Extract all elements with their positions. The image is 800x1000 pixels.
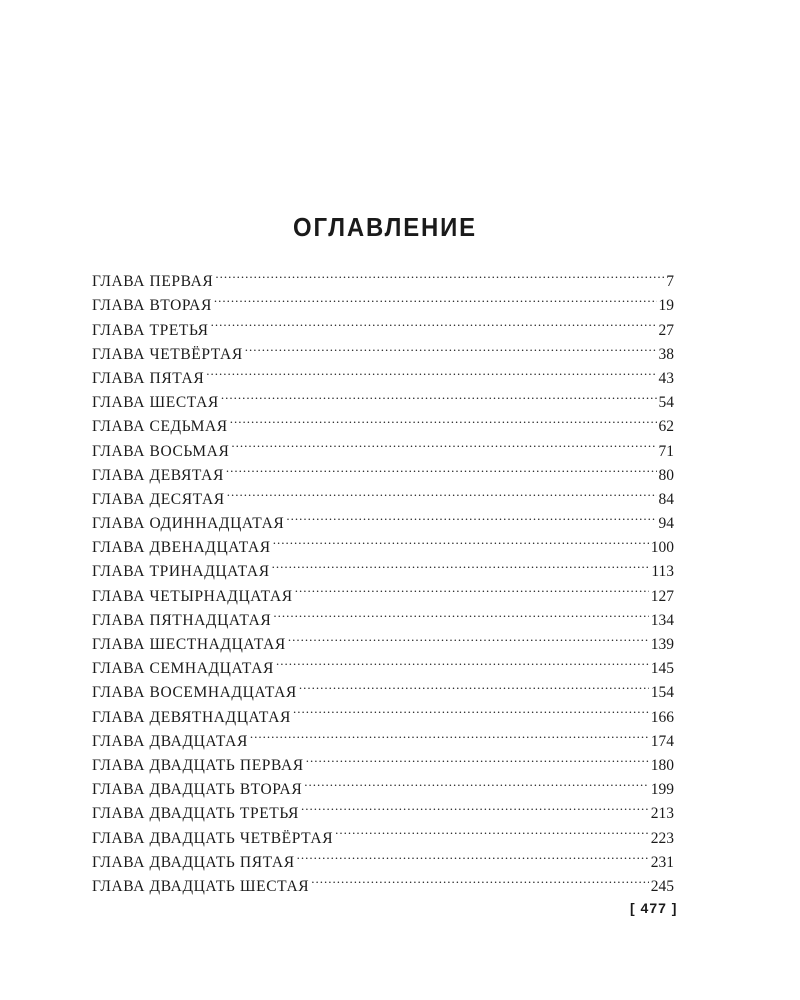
toc-leader-dots <box>272 552 650 576</box>
toc-leader-dots <box>288 625 649 649</box>
toc-leader-dots <box>211 310 657 334</box>
toc-leader-dots <box>273 528 649 552</box>
toc-leader-dots <box>299 673 649 697</box>
toc-entry-label: ГЛАВА ДВЕНАДЦАТАЯ <box>92 539 271 557</box>
toc-entry-page: 139 <box>650 636 674 653</box>
toc-entry-label: ГЛАВА ДВАДЦАТЬ ЧЕТВЁРТАЯ <box>92 829 334 847</box>
toc-entry-page: 27 <box>658 321 674 339</box>
toc-leader-dots <box>215 262 664 286</box>
toc-entry-page: 134 <box>650 611 674 629</box>
page-title: ОГЛАВЛЕНИЕ <box>293 212 477 242</box>
toc-leader-dots <box>231 431 656 455</box>
toc-entry-label: ГЛАВА ДВАДЦАТЬ ШЕСТАЯ <box>92 877 310 895</box>
toc-entry-page: 94 <box>658 515 674 533</box>
toc-leader-dots <box>230 407 657 431</box>
toc-entry-page: 180 <box>650 756 674 774</box>
toc-leader-dots <box>293 697 649 721</box>
toc-entry-page: 223 <box>650 829 674 847</box>
toc-entry-label: ГЛАВА ОДИННАДЦАТАЯ <box>92 515 285 533</box>
toc-entry-page: 174 <box>650 732 674 750</box>
toc-entry-label: ГЛАВА ДВАДЦАТЬ ПЯТАЯ <box>92 853 295 871</box>
toc-entry-page: 43 <box>658 369 674 387</box>
toc-entry-label: ГЛАВА ЧЕТЫРНАДЦАТАЯ <box>92 587 293 605</box>
toc-leader-dots <box>221 383 657 407</box>
toc-entry-label: ГЛАВА ПЯТНАДЦАТАЯ <box>92 611 272 629</box>
toc-entry-page: 199 <box>650 781 674 799</box>
toc-entry-page: 80 <box>658 466 674 484</box>
toc-leader-dots <box>301 794 649 818</box>
table-of-contents <box>92 262 674 895</box>
toc-leader-dots <box>311 867 649 891</box>
toc-entry-page: 145 <box>650 660 674 678</box>
toc-entry-label: ГЛАВА ДВАДЦАТАЯ <box>92 732 248 750</box>
toc-leader-dots <box>273 601 648 625</box>
toc-entry-page: 71 <box>658 442 674 460</box>
toc-entry-label: ГЛАВА ДЕВЯТАЯ <box>92 466 224 484</box>
toc-leader-dots <box>227 480 657 504</box>
toc-entry-label: ГЛАВА ДВАДЦАТЬ ПЕРВАЯ <box>92 756 304 774</box>
toc-entry-page: 113 <box>651 563 674 581</box>
toc-leader-dots <box>304 770 648 794</box>
toc-entry-page: 54 <box>658 394 674 412</box>
toc-entry-page: 38 <box>658 345 674 363</box>
toc-leader-dots <box>335 818 649 842</box>
toc-entry-label: ГЛАВА ДВАДЦАТЬ ВТОРАЯ <box>92 781 303 799</box>
toc-entry-label: ГЛАВА ЧЕТВЁРТАЯ <box>92 345 243 363</box>
toc-leader-dots <box>214 286 657 310</box>
toc-leader-dots <box>306 746 649 770</box>
toc-entry-label: ГЛАВА ВОСЕМНАДЦАТАЯ <box>92 684 297 702</box>
toc-entry-label: ГЛАВА ТРИНАДЦАТАЯ <box>92 563 270 581</box>
toc-entry <box>92 262 674 291</box>
page-number: [ 477 ] <box>630 900 678 916</box>
toc-entry-label: ГЛАВА ТРЕТЬЯ <box>92 321 209 339</box>
toc-entry-page: 62 <box>658 418 674 436</box>
toc-entry-label: ГЛАВА ШЕСТАЯ <box>92 394 219 412</box>
toc-leader-dots <box>276 649 649 673</box>
toc-entry-page: 231 <box>650 853 674 871</box>
toc-entry-page: 19 <box>658 297 674 315</box>
toc-entry-page: 127 <box>650 587 674 605</box>
toc-entry-label: ГЛАВА ПЕРВАЯ <box>92 273 214 291</box>
toc-entry-page: 84 <box>658 490 674 508</box>
toc-entry-label: ГЛАВА ДЕВЯТНАДЦАТАЯ <box>92 708 291 726</box>
toc-entry-label: ГЛАВА ВТОРАЯ <box>92 297 212 315</box>
toc-leader-dots <box>295 576 649 600</box>
toc-leader-dots <box>250 722 649 746</box>
toc-leader-dots <box>206 359 656 383</box>
toc-entry-page: 154 <box>650 684 674 702</box>
toc-entry-page: 245 <box>650 877 674 895</box>
toc-entry-page: 166 <box>650 708 674 726</box>
toc-leader-dots <box>245 335 657 359</box>
toc-entry-page: 100 <box>650 539 674 557</box>
toc-leader-dots <box>286 504 656 528</box>
toc-entry-label: ГЛАВА ДЕСЯТАЯ <box>92 490 225 508</box>
toc-entry-label: ГЛАВА ПЯТАЯ <box>92 369 205 387</box>
toc-entry-page: 7 <box>666 273 674 291</box>
toc-leader-dots <box>226 456 657 480</box>
toc-entry-label: ГЛАВА СЕДЬМАЯ <box>92 418 228 436</box>
toc-leader-dots <box>297 843 649 867</box>
toc-entry-label: ГЛАВА ШЕСТНАДЦАТАЯ <box>92 636 286 653</box>
toc-entry-page: 213 <box>650 805 674 823</box>
toc-entry-label: ГЛАВА ВОСЬМАЯ <box>92 442 230 460</box>
toc-entry-label: ГЛАВА СЕМНАДЦАТАЯ <box>92 660 274 678</box>
toc-entry-label: ГЛАВА ДВАДЦАТЬ ТРЕТЬЯ <box>92 805 299 823</box>
